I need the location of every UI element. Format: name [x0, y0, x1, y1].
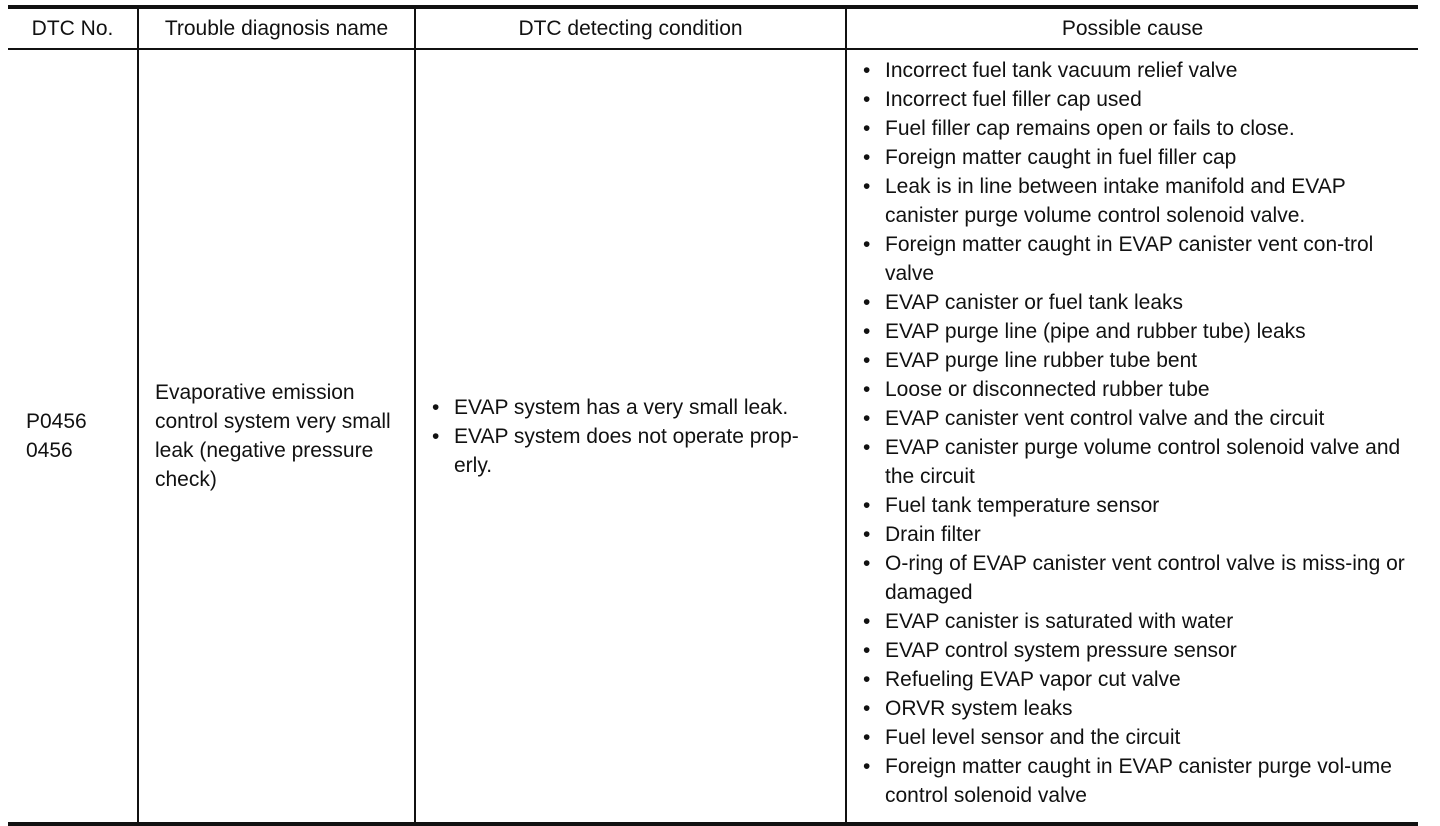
possible-cause-item: • EVAP control system pressure sensor — [861, 636, 1410, 665]
possible-cause-item: • EVAP canister vent control valve and the circuit — [861, 404, 1410, 433]
possible-cause-item: • O-ring of EVAP canister vent control valve is miss-ing or damaged — [861, 549, 1410, 607]
possible-cause-item: • Incorrect fuel tank vacuum relief valve — [861, 56, 1410, 85]
dtc-code-secondary: 0456 — [26, 439, 73, 462]
detecting-condition-item: • EVAP system does not operate prop-erly. — [430, 422, 835, 480]
possible-cause-item: • Foreign matter caught in EVAP canister purge vol-ume control solenoid valve — [861, 752, 1410, 810]
possible-cause-item: • Incorrect fuel filler cap used — [861, 85, 1410, 114]
header-trouble-name: Trouble diagnosis name — [138, 7, 415, 49]
possible-cause-item: • Foreign matter caught in EVAP canister vent con-trol valve — [861, 230, 1410, 288]
detecting-condition-list — [430, 393, 835, 480]
possible-cause-item: • EVAP canister or fuel tank leaks — [861, 288, 1410, 317]
possible-cause-item: • Drain filter — [861, 520, 1410, 549]
possible-cause-cell — [846, 49, 1418, 825]
possible-cause-item: • EVAP purge line (pipe and rubber tube) leaks — [861, 317, 1410, 346]
possible-cause-item: • Foreign matter caught in fuel filler cap — [861, 143, 1410, 172]
possible-cause-item: • ORVR system leaks — [861, 694, 1410, 723]
possible-cause-item: • EVAP purge line rubber tube bent — [861, 346, 1410, 375]
trouble-name-cell: Evaporative emission control system very small leak (negative pressure check) — [138, 49, 415, 825]
dtc-code-primary: P0456 — [26, 410, 87, 433]
table-header — [8, 7, 1418, 49]
possible-cause-item: • EVAP canister is saturated with water — [861, 607, 1410, 636]
header-detecting-condition: DTC detecting condition — [415, 7, 846, 49]
header-row — [8, 7, 1418, 49]
possible-cause-item: • Refueling EVAP vapor cut valve — [861, 665, 1410, 694]
header-dtc-no: DTC No. — [31, 17, 114, 40]
possible-cause-item: • Leak is in line between intake manifold and EVAP canister purge volume control solenoid valve. — [861, 172, 1410, 230]
dtc-code-cell — [8, 49, 138, 825]
table-row — [8, 49, 1418, 825]
header-possible-cause: Possible cause — [846, 7, 1418, 49]
table-body — [8, 49, 1418, 825]
possible-cause-item: • EVAP canister purge volume control solenoid valve and the circuit — [861, 433, 1410, 491]
possible-cause-list — [861, 56, 1410, 810]
possible-cause-item: • Fuel level sensor and the circuit — [861, 723, 1410, 752]
possible-cause-item: • Fuel filler cap remains open or fails to close. — [861, 114, 1410, 143]
dtc-table — [8, 5, 1418, 826]
possible-cause-item: • Fuel tank temperature sensor — [861, 491, 1410, 520]
detecting-condition-cell — [415, 49, 846, 825]
detecting-condition-item: • EVAP system has a very small leak. — [430, 393, 835, 422]
possible-cause-item: • Loose or disconnected rubber tube — [861, 375, 1410, 404]
